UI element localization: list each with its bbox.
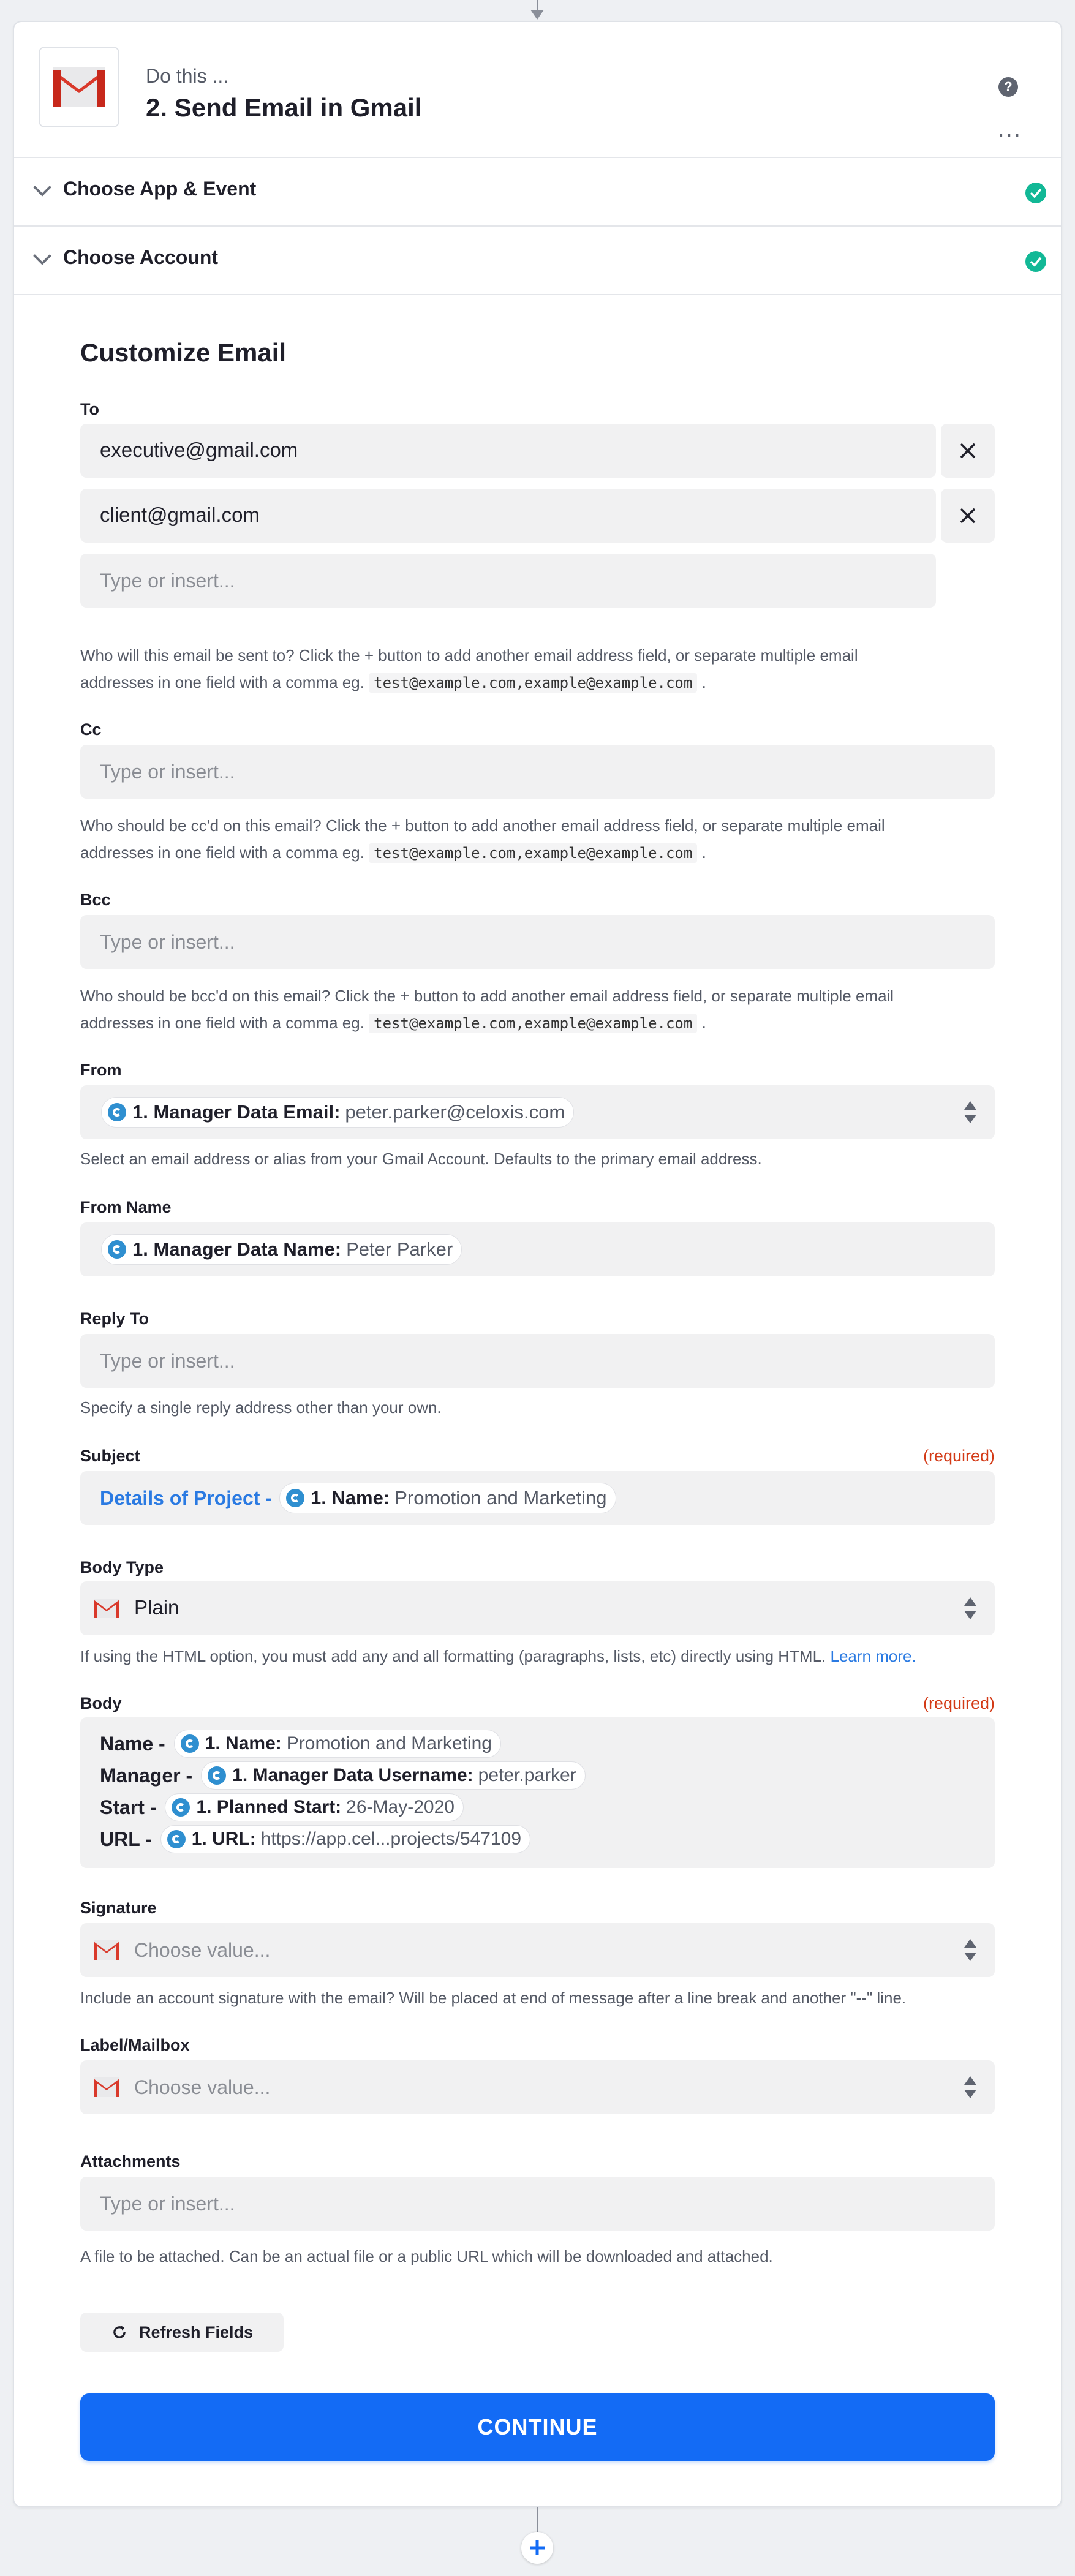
to-help-line-2: addresses in one field with a comma eg. <box>80 673 364 691</box>
pill-label: 1. Manager Data Email: <box>132 1101 341 1123</box>
attachments-label: Attachments <box>80 2152 181 2171</box>
plus-icon <box>528 2539 546 2557</box>
select-arrows-icon <box>964 1100 976 1124</box>
gmail-icon <box>92 2076 121 2098</box>
body-type-select[interactable] <box>80 1581 995 1635</box>
cc-help <box>80 812 995 867</box>
cc-input[interactable] <box>80 745 995 799</box>
to-placeholder: Type or insert... <box>100 570 235 592</box>
attachments-input[interactable] <box>80 2177 995 2231</box>
continue-button[interactable]: CONTINUE <box>80 2393 995 2461</box>
subject-prefix: Details of Project - <box>100 1486 272 1509</box>
flow-connector-bottom <box>537 2507 538 2534</box>
check-circle-icon <box>1025 183 1046 203</box>
step-card <box>13 21 1062 2507</box>
refresh-fields-button[interactable] <box>80 2313 284 2352</box>
body-line-prefix: Name - <box>100 1732 165 1755</box>
celoxis-icon <box>167 1830 186 1848</box>
to-help <box>80 642 995 696</box>
subject-required: (required) <box>922 1447 995 1465</box>
to-value: client@gmail.com <box>100 503 260 526</box>
to-label: To <box>80 400 99 418</box>
subject-content <box>100 1483 616 1513</box>
select-arrows-icon <box>964 1938 976 1962</box>
label-mailbox-select[interactable] <box>80 2060 995 2114</box>
bcc-help-end: . <box>701 1014 706 1032</box>
cc-help-code: test@example.com,example@example.com <box>369 843 697 863</box>
from-name-pill-wrap <box>101 1234 462 1265</box>
body-line-prefix: Start - <box>100 1796 157 1818</box>
signature-help: Include an account signature with the email? Will be placed at end of message after a line break and another "--" line. <box>80 1989 907 2007</box>
body-line <box>100 1825 530 1853</box>
mapped-field-pill[interactable] <box>101 1234 462 1265</box>
chevron-down-icon <box>31 249 53 271</box>
refresh-fields-label: Refresh Fields <box>138 2322 254 2341</box>
reply-to-input[interactable] <box>80 1334 995 1388</box>
bcc-input[interactable] <box>80 915 995 969</box>
bcc-help-line-1: Who should be bcc'd on this email? Click the + button to add another email address field, or separate multiple email <box>80 987 894 1005</box>
pill-label: 1. Planned Start: <box>196 1797 342 1817</box>
from-help: Select an email address or alias from your Gmail Account. Defaults to the primary email address. <box>80 1150 762 1168</box>
pill-label: 1. URL: <box>191 1829 256 1849</box>
attachments-help: A file to be attached. Can be an actual file or a public URL which will be downloaded and attached. <box>80 2247 773 2265</box>
cc-help-end: . <box>701 843 706 862</box>
celoxis-icon <box>181 1734 199 1753</box>
bcc-help <box>80 982 995 1037</box>
subject-input[interactable] <box>80 1471 995 1525</box>
to-field-2[interactable] <box>80 489 936 543</box>
add-step-button[interactable] <box>521 2532 553 2564</box>
select-arrows-icon <box>964 1596 976 1621</box>
bcc-help-line-2: addresses in one field with a comma eg. <box>80 1014 364 1032</box>
bcc-help-code: test@example.com,example@example.com <box>369 1014 697 1033</box>
pill-label: 1. Name: <box>205 1733 282 1753</box>
select-arrows-icon <box>964 2075 976 2100</box>
celoxis-icon <box>172 1798 190 1817</box>
close-icon <box>959 507 977 525</box>
pill-value: peter.parker@celoxis.com <box>345 1101 565 1123</box>
mapped-field-pill[interactable] <box>160 1825 530 1853</box>
to-help-line-1: Who will this email be sent to? Click the + button to add another email address field, or separate multiple email <box>80 646 858 665</box>
learn-more-link[interactable]: Learn more. <box>830 1647 916 1665</box>
pill-value: Peter Parker <box>346 1238 453 1260</box>
bcc-label: Bcc <box>80 891 111 909</box>
to-help-code: test@example.com,example@example.com <box>369 673 697 693</box>
attachments-placeholder: Type or insert... <box>100 2193 235 2215</box>
gmail-app-icon <box>39 47 119 127</box>
mapped-field-pill[interactable] <box>165 1793 463 1821</box>
body-label: Body <box>80 1694 122 1712</box>
from-select[interactable] <box>80 1085 995 1139</box>
pill-value: Promotion and Marketing <box>286 1733 492 1753</box>
reply-to-placeholder: Type or insert... <box>100 1350 235 1372</box>
body-required: (required) <box>922 1694 995 1712</box>
pill-value: 26-May-2020 <box>346 1797 455 1817</box>
from-name-input[interactable] <box>80 1222 995 1276</box>
body-line <box>100 1730 501 1758</box>
label-mailbox-label: Label/Mailbox <box>80 2036 190 2054</box>
pill-value: Promotion and Marketing <box>394 1487 607 1508</box>
remove-to-2-button[interactable] <box>941 489 995 543</box>
cc-label: Cc <box>80 720 102 739</box>
gmail-icon <box>92 1939 121 1961</box>
celoxis-icon <box>286 1489 304 1507</box>
close-icon <box>959 442 977 460</box>
label-mailbox-placeholder: Choose value... <box>134 2076 271 2098</box>
cc-help-line-2: addresses in one field with a comma eg. <box>80 843 364 862</box>
section-label: Choose Account <box>63 246 219 268</box>
pill-label: 1. Manager Data Username: <box>232 1765 473 1785</box>
to-field-1[interactable] <box>80 424 936 478</box>
section-choose-account[interactable] <box>14 225 1061 295</box>
reply-to-label: Reply To <box>80 1309 149 1328</box>
signature-placeholder: Choose value... <box>134 1939 271 1961</box>
to-help-end: . <box>701 673 706 691</box>
form-title: Customize Email <box>80 338 287 367</box>
body-type-help <box>80 1643 995 1670</box>
bcc-placeholder: Type or insert... <box>100 931 235 953</box>
from-label: From <box>80 1061 122 1079</box>
body-type-label: Body Type <box>80 1558 164 1576</box>
chevron-down-icon <box>31 180 53 202</box>
body-type-help-text: If using the HTML option, you must add any and all formatting (paragraphs, lists, etc) directly using HTML. <box>80 1647 826 1665</box>
body-line <box>100 1761 586 1790</box>
mapped-field-pill[interactable] <box>201 1761 586 1790</box>
gmail-icon <box>92 1597 121 1619</box>
cc-placeholder: Type or insert... <box>100 761 235 783</box>
section-choose-app-event[interactable] <box>14 157 1061 225</box>
body-type-value: Plain <box>134 1596 179 1619</box>
help-icon[interactable]: ? <box>998 77 1018 97</box>
body-input[interactable] <box>80 1717 995 1868</box>
step-kicker: Do this ... <box>146 65 229 87</box>
celoxis-icon <box>108 1240 126 1259</box>
pill-value: peter.parker <box>478 1765 576 1785</box>
flow-arrow-down-icon <box>530 10 544 20</box>
body-line-prefix: URL - <box>100 1828 152 1850</box>
section-label: Choose App & Event <box>63 178 257 200</box>
cc-help-line-1: Who should be cc'd on this email? Click the + button to add another email address field, or separate multiple email <box>80 816 885 835</box>
mapped-field-pill[interactable] <box>174 1730 501 1758</box>
celoxis-icon <box>108 1103 126 1121</box>
mapped-field-pill[interactable] <box>101 1097 574 1128</box>
step-header <box>39 47 1036 142</box>
pill-label: 1. Name: <box>310 1487 390 1508</box>
body-line <box>100 1793 464 1821</box>
to-value: executive@gmail.com <box>100 439 298 461</box>
from-pill-wrap <box>101 1097 574 1128</box>
body-line-prefix: Manager - <box>100 1764 193 1787</box>
celoxis-icon <box>208 1766 226 1785</box>
subject-label: Subject <box>80 1447 140 1465</box>
pill-label: 1. Manager Data Name: <box>132 1238 342 1260</box>
more-options-icon[interactable]: ... <box>997 115 1022 142</box>
mapped-field-pill[interactable] <box>279 1483 616 1513</box>
reply-to-help: Specify a single reply address other than your own. <box>80 1398 442 1417</box>
signature-select[interactable] <box>80 1923 995 1977</box>
from-name-label: From Name <box>80 1198 172 1216</box>
step-title: 2. Send Email in Gmail <box>146 93 422 122</box>
remove-to-1-button[interactable] <box>941 424 995 478</box>
to-input[interactable] <box>80 554 936 608</box>
refresh-icon <box>111 2324 128 2341</box>
check-circle-icon <box>1025 251 1046 272</box>
pill-value: https://app.cel...projects/547109 <box>260 1829 522 1849</box>
signature-label: Signature <box>80 1899 157 1917</box>
